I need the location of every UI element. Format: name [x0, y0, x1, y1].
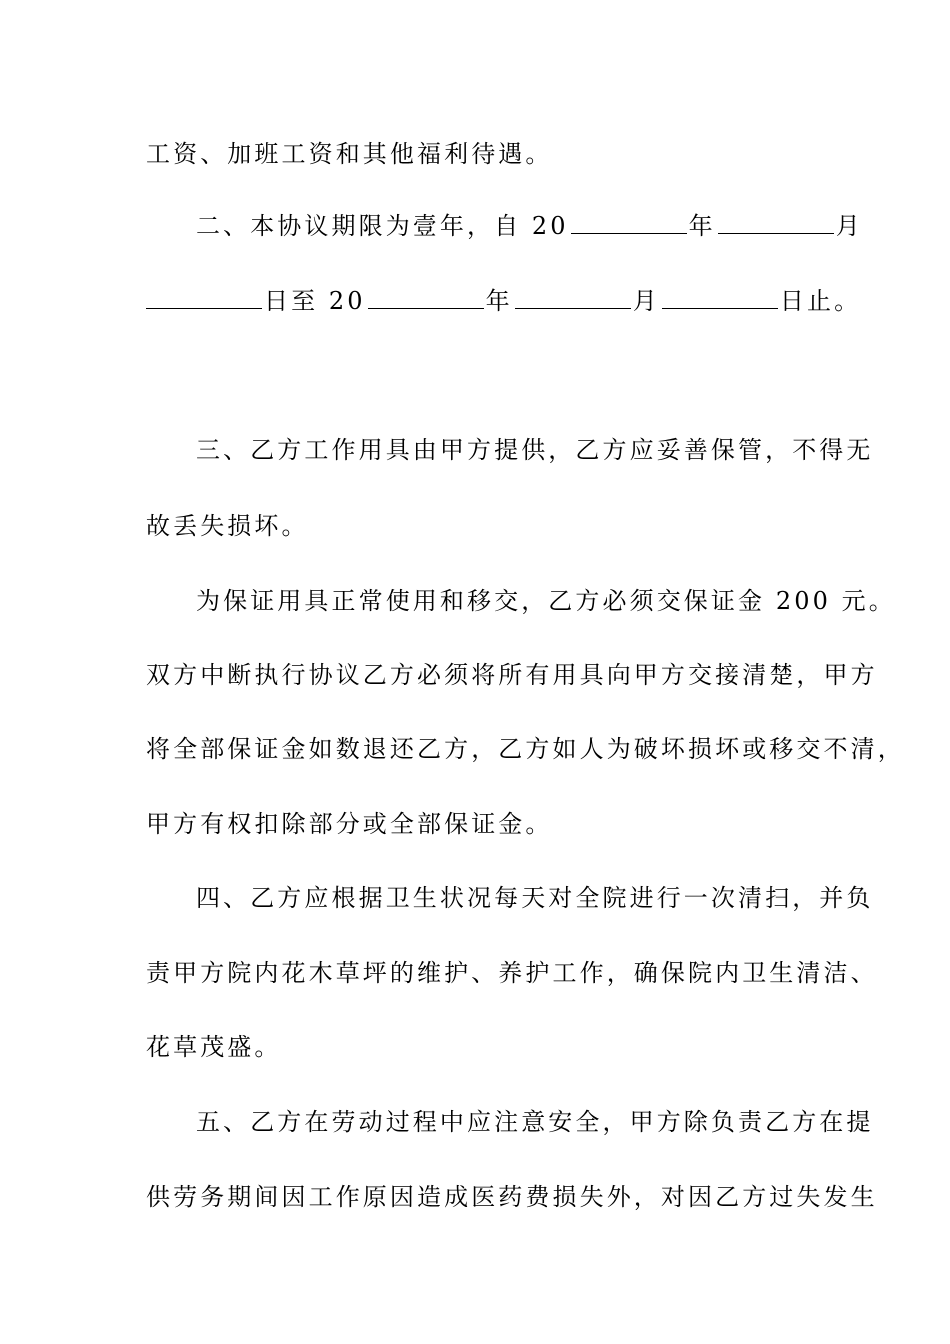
month-label: 月 — [835, 212, 863, 240]
paragraph-line: 花草茂盛。 — [146, 1033, 282, 1061]
blank-field — [515, 288, 631, 309]
term-clause-line-1 — [196, 210, 876, 242]
paragraph-line: 供劳务期间因工作原因造成医药费损失外，对因乙方过失发生 — [146, 1183, 878, 1211]
blank-field — [571, 213, 687, 234]
year-label: 年 — [688, 212, 716, 240]
day-to-label: 日至 20 — [264, 287, 366, 315]
paragraph-line: 责甲方院内花木草坪的维护、养护工作，确保院内卫生清洁、 — [146, 959, 878, 987]
blank-field — [146, 288, 262, 309]
paragraph-line: 工资、加班工资和其他福利待遇。 — [146, 140, 553, 168]
paragraph-line: 三、乙方工作用具由甲方提供，乙方应妥善保管，不得无 — [196, 436, 874, 464]
term-clause-text: 二、本协议期限为壹年，自 20 — [196, 212, 569, 240]
paragraph-line: 四、乙方应根据卫生状况每天对全院进行一次清扫，并负 — [196, 884, 874, 912]
blank-field — [662, 288, 778, 309]
paragraph-line: 将全部保证金如数退还乙方，乙方如人为破坏损坏或移交不清， — [146, 735, 905, 763]
paragraph-line: 为保证用具正常使用和移交，乙方必须交保证金 200 元。 — [196, 587, 896, 615]
month-label: 月 — [632, 287, 660, 315]
paragraph-line: 五、乙方在劳动过程中应注意安全，甲方除负责乙方在提 — [196, 1108, 874, 1136]
blank-field — [718, 213, 834, 234]
paragraph-line: 双方中断执行协议乙方必须将所有用具向甲方交接清楚，甲方 — [146, 661, 878, 689]
paragraph-line: 故丢失损坏。 — [146, 512, 309, 540]
blank-field — [368, 288, 484, 309]
end-label: 日止。 — [779, 287, 862, 315]
year-label: 年 — [485, 287, 513, 315]
paragraph-line: 甲方有权扣除部分或全部保证金。 — [146, 810, 553, 838]
term-clause-line-2 — [146, 285, 862, 317]
